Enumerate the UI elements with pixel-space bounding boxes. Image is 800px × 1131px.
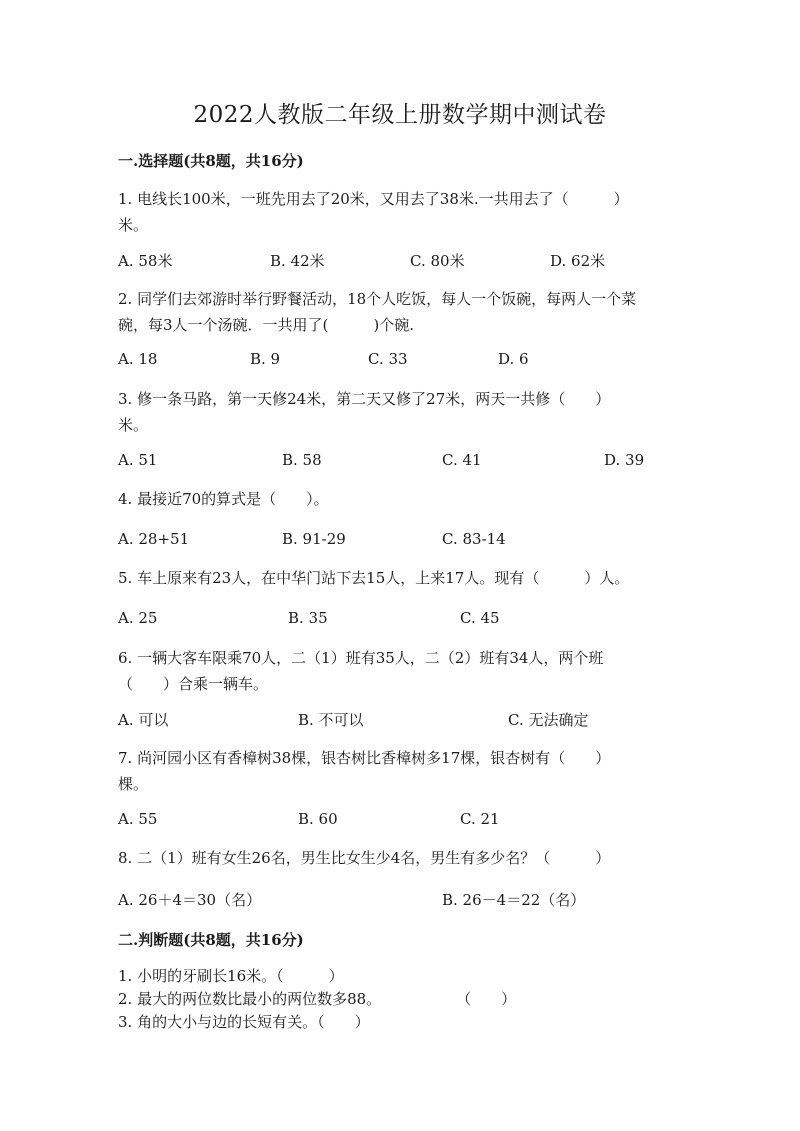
section-heading-judgment: 二.判断题(共8题，共16分) xyxy=(118,931,304,949)
option-b: B. 9 xyxy=(250,350,281,368)
option-a: A. 26＋4＝30（名） xyxy=(118,891,262,909)
option-b: B. 不可以 xyxy=(298,711,364,729)
judgment-1: 1. 小明的牙刷长16米。（ ） xyxy=(118,967,344,985)
option-b: B. 60 xyxy=(298,810,338,828)
question-text-cont: 碗，每3人一个汤碗．一共用了( )个碗. xyxy=(118,316,415,334)
question-text-cont: 米。 xyxy=(118,216,149,234)
option-a: A. 可以 xyxy=(118,711,169,729)
option-b: B. 35 xyxy=(288,609,328,627)
option-c: C. 无法确定 xyxy=(508,711,589,729)
question-text: 1. 电线长100米，一班先用去了20米，又用去了38米.一共用去了（ ） xyxy=(118,190,629,208)
option-d: D. 39 xyxy=(604,451,645,469)
question-3 xyxy=(118,386,678,438)
option-b: B. 42米 xyxy=(270,252,325,270)
question-text: 3. 修一条马路，第一天修24米，第二天又修了27米，两天一共修（ ） xyxy=(118,390,611,408)
option-c: C. 45 xyxy=(460,609,500,627)
option-d: D. 62米 xyxy=(550,252,606,270)
question-text: 6. 一辆大客车限乘70人，二（1）班有35人，二（2）班有34人，两个班 xyxy=(118,649,604,667)
option-a: A. 55 xyxy=(118,810,158,828)
option-c: C. 41 xyxy=(442,451,482,469)
section-heading-choice: 一.选择题(共8题，共16分) xyxy=(118,152,304,170)
question-text: 4. 最接近70的算式是（ ）。 xyxy=(118,490,329,508)
question-text: 7. 尚河园小区有香樟树38棵，银杏树比香樟树多17棵，银杏树有（ ） xyxy=(118,749,611,767)
option-a: A. 25 xyxy=(118,609,158,627)
option-c: C. 21 xyxy=(460,810,500,828)
question-7 xyxy=(118,745,678,797)
question-text: 2. 同学们去郊游时举行野餐活动，18个人吃饭，每人一个饭碗，每两人一个菜 xyxy=(118,290,637,308)
question-text-cont: （ ）合乘一辆车。 xyxy=(118,675,269,693)
option-a: A. 51 xyxy=(118,451,158,469)
option-b: B. 26－4＝22（名） xyxy=(442,891,586,909)
question-2 xyxy=(118,286,678,338)
option-a: A. 58米 xyxy=(118,252,173,270)
question-text: 5. 车上原来有23人，在中华门站下去15人，上来17人。现有（ ）人。 xyxy=(118,569,630,587)
option-b: B. 91-29 xyxy=(282,530,346,548)
question-text: 8. 二（1）班有女生26名，男生比女生少4名，男生有多少名？（ ） xyxy=(118,849,611,867)
question-1 xyxy=(118,186,678,238)
question-6 xyxy=(118,645,678,697)
option-c: C. 83-14 xyxy=(442,530,506,548)
judgment-3: 3. 角的大小与边的长短有关。（ ） xyxy=(118,1013,370,1031)
option-a: A. 28+51 xyxy=(118,530,190,548)
option-c: C. 80米 xyxy=(410,252,465,270)
option-b: B. 58 xyxy=(282,451,322,469)
question-4 xyxy=(118,486,678,512)
option-d: D. 6 xyxy=(498,350,529,368)
question-text-cont: 米。 xyxy=(118,416,149,434)
question-8 xyxy=(118,845,678,871)
judgment-2: 2. 最大的两位数比最小的两位数多88。 （ ） xyxy=(118,990,517,1008)
question-text-cont: 棵。 xyxy=(118,775,149,793)
question-5 xyxy=(118,565,678,591)
page-title: 2022人教版二年级上册数学期中测试卷 xyxy=(193,102,607,128)
option-a: A. 18 xyxy=(118,350,158,368)
option-c: C. 33 xyxy=(368,350,408,368)
